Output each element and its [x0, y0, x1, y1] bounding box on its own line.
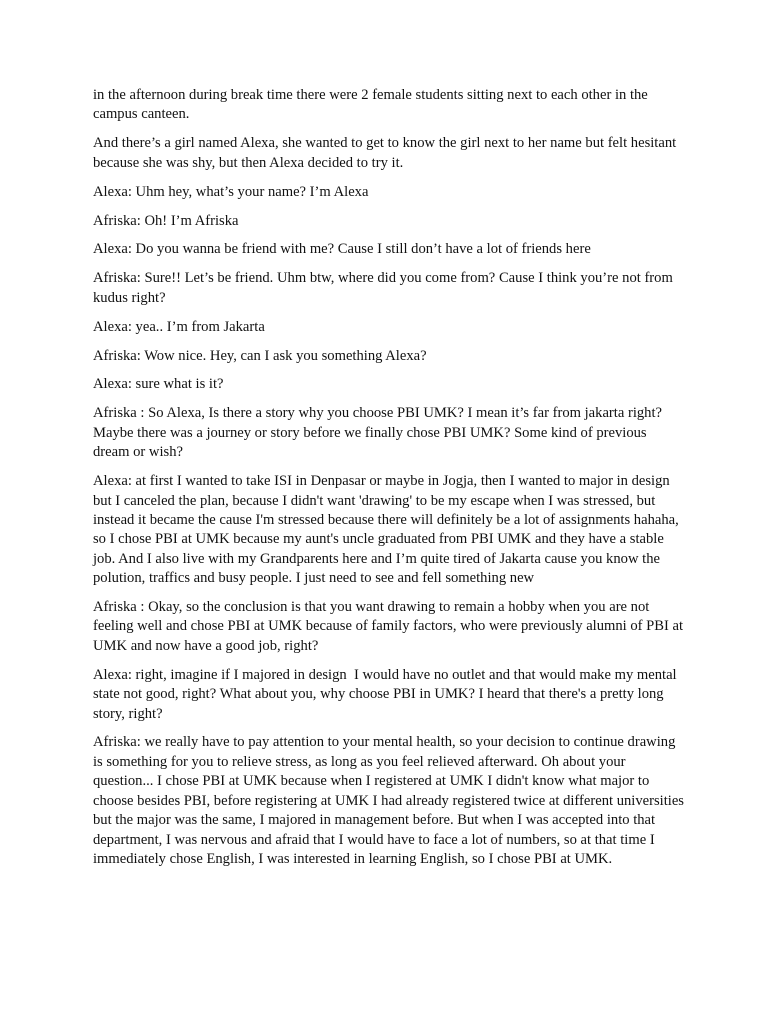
document-page: [93, 86, 688, 879]
dialogue-line: Alexa: at first I wanted to take ISI in Denpasar or maybe in Jogja, then I wanted to major in design but I canceled the plan, because I didn't want 'drawing' to be my escape when I was stressed, but instead it became the cause I'm stressed because there will definitely be a lot of assignments hahaha, so I chose PBI at UMK because my aunt's uncle graduated from PBI UMK and they have a stable job. And I also live with my Grandparents here and I’m quite tired of Jakarta cause you know the polution, traffics and busy people. I just need to see and fell something new: [93, 473, 683, 587]
dialogue-line: Alexa: Do you wanna be friend with me? Cause I still don’t have a lot of friends here: [93, 241, 591, 258]
paragraph-intro: in the afternoon during break time there were 2 female students sitting next to each other in the campus canteen.: [93, 87, 652, 123]
dialogue-line: Afriska: Wow nice. Hey, can I ask you something Alexa?: [93, 347, 427, 364]
dialogue-line: Alexa: Uhm hey, what’s your name? I’m Alexa: [93, 183, 369, 200]
dialogue-line: Afriska: Oh! I’m Afriska: [93, 212, 239, 229]
dialogue-line: Alexa: right, imagine if I majored in design I would have no outlet and that would make my mental state not good, right? What about you, why choose PBI in UMK? I heard that there's a pretty long story, right?: [93, 666, 681, 722]
dialogue-line: Afriska : So Alexa, Is there a story why you choose PBI UMK? I mean it’s far from jakarta right? Maybe there was a journey or story before we finally chose PBI UMK? Some kind of previous dream or wish?: [93, 405, 670, 461]
dialogue-line: Alexa: sure what is it?: [93, 376, 224, 393]
dialogue-line: Afriska : Okay, so the conclusion is that you want drawing to remain a hobby when you are not feeling well and chose PBI at UMK because of family factors, who were previously alumni of PBI at UMK and now have a good job, right?: [93, 599, 687, 654]
paragraph-setup: And there’s a girl named Alexa, she wanted to get to know the girl next to her name but felt hesitant because she was shy, but then Alexa decided to try it.: [93, 135, 680, 171]
dialogue-line: Afriska: we really have to pay attention to your mental health, so your decision to continue drawing is something for you to relieve stress, as long as you feel relieved afterward. Oh about your question... I chose PBI at UMK because when I registered at UMK I didn't know what major to choose besides PBI, before registering at UMK I had already registered twice at different universities but the major was the same, I majored in management before. But when I was accepted into that department, I was nervous and afraid that I would have to face a lot of numbers, so at that time I immediately chose English, I was interested in learning English, so I chose PBI at UMK.: [93, 734, 688, 867]
dialogue-line: Afriska: Sure!! Let’s be friend. Uhm btw, where did you come from? Cause I think you’re not from kudus right?: [93, 270, 677, 306]
dialogue-line: Alexa: yea.. I’m from Jakarta: [93, 318, 265, 335]
